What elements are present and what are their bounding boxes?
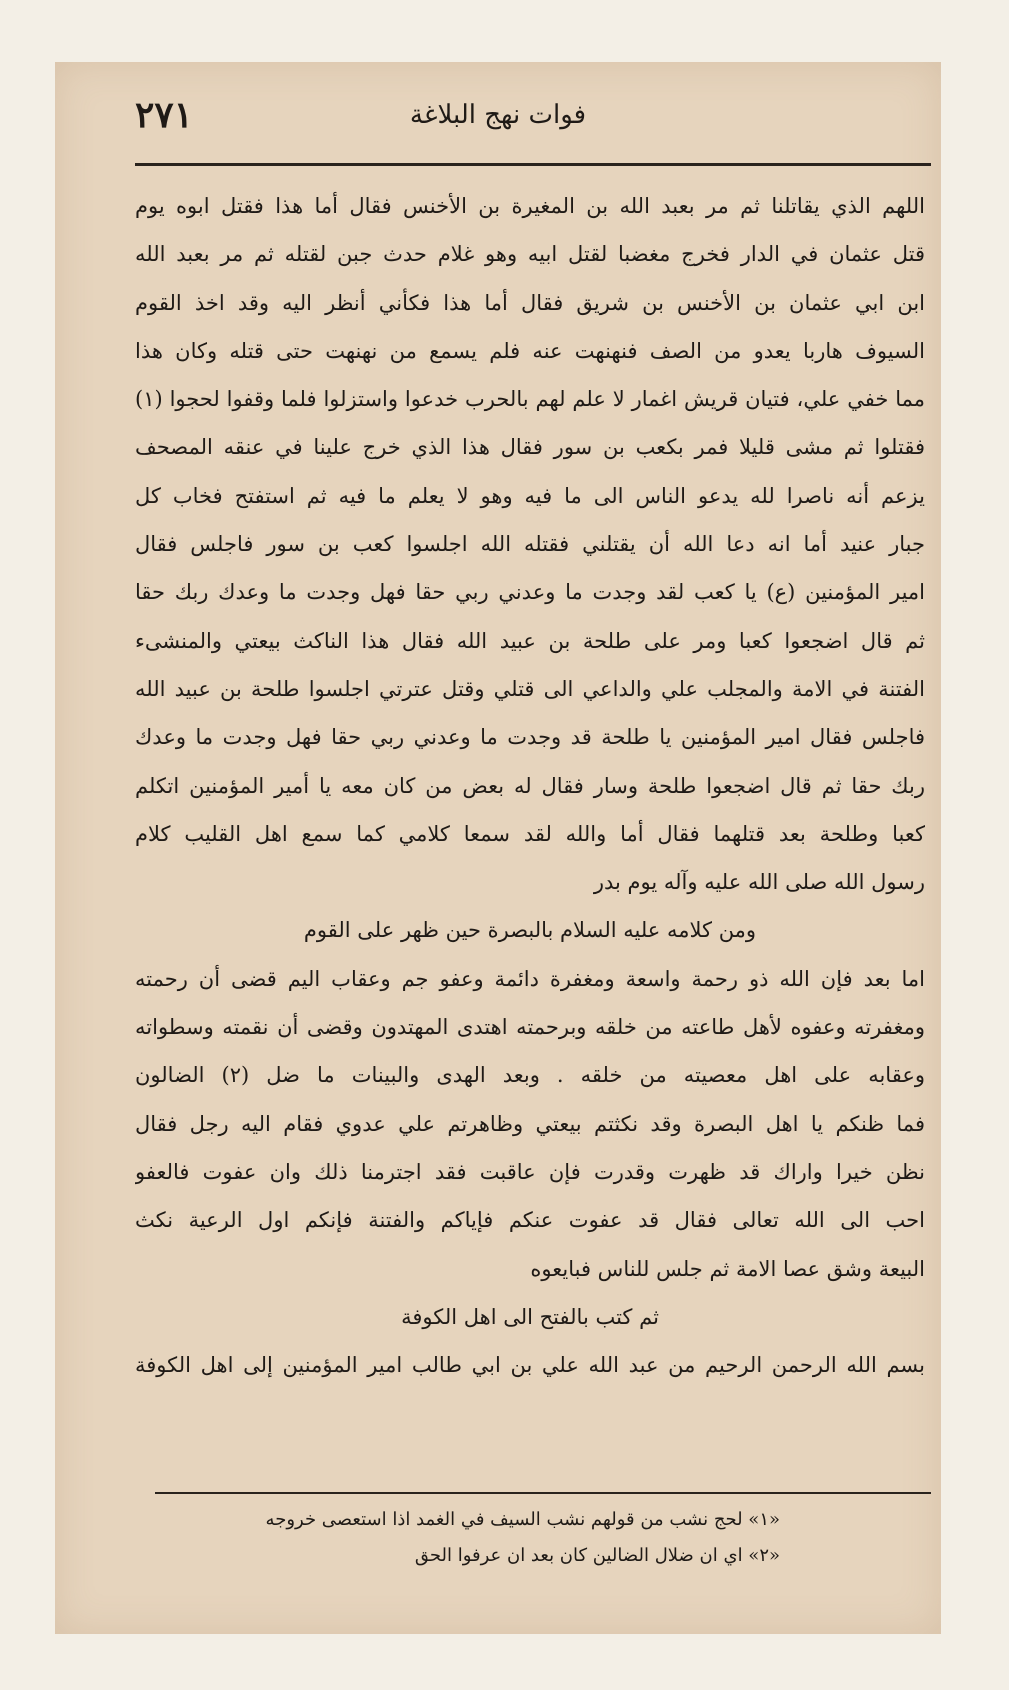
text-line: اللهم الذي يقاتلنا ثم مر بعبد الله بن المغيرة بن الأخنس فقال أما هذا فقتل ابوه يوم — [135, 194, 925, 218]
text-line: يزعم أنه ناصرا لله يدعو الناس الى ما فيه وهو لا يعلم ما فيه ثم استفتح فخاب كل — [135, 483, 925, 508]
book-page — [55, 62, 941, 1634]
text-line: امير المؤمنين (ع) يا كعب لقد وجدت ما وعدني ربي حقا فهل وجدت ما وعدك ربك حقا — [135, 580, 925, 605]
text-line: وعقابه على اهل معصيته من خلقه . وبعد الهدى والبينات ما ضل (٢) الضالون — [135, 1063, 925, 1088]
text-line: ثم قال اضجعوا كعبا ومر على طلحة بن عبيد الله فقال هذا الناكث بيعتي والمنشىء — [135, 628, 925, 653]
section-heading: ثم كتب بالفتح الى اهل الكوفة — [401, 1304, 659, 1329]
text-line: ابن ابي عثمان بن الأخنس بن شريق فقال أما هذا فكأني أنظر اليه وقد اخذ القوم — [135, 290, 925, 315]
text-line: فاجلس فقال امير المؤمنين يا طلحة قد وجدت ما وعدني ربي حقا فهل وجدت ما وعدك — [135, 725, 925, 750]
text-line: ربك حقا ثم قال اضجعوا طلحة وسار فقال له بعض من كان معه يا أمير المؤمنين اتكلم — [135, 773, 925, 798]
text-line: كعبا وطلحة بعد قتلهما فقال أما والله لقد سمعا كلامي كما سمع اهل القليب كلام — [135, 821, 925, 846]
text-line: البيعة وشق عصا الامة ثم جلس للناس فبايعوه — [530, 1256, 925, 1281]
text-line: قتل عثمان في الدار فخرج مغضبا لقتل ابيه وهو غلام حدث جبن لقتله ثم مر بعبد الله — [135, 242, 925, 267]
body-text — [135, 182, 925, 1389]
text-line: فقتلوا ثم مشى قليلا فمر بكعب بن سور فقال هذا الذي خرج علينا في عنقه المصحف — [135, 435, 925, 460]
text-line: ومغفرته وعفوه لأهل طاعته من خلقه وبرحمته اهتدى المهتدون وقضى أن نقمته وسطواته — [135, 1015, 925, 1040]
text-line: مما خفي علي، فتيان قريش اغمار لا علم لهم بالحرب خدعوا واستزلوا فلما وقفوا لحجوا (١) — [135, 387, 925, 412]
text-line: الفتنة في الامة والمجلب علي والداعي الى قتلي وقتل عترتي اجلسوا طلحة بن عبيد الله — [135, 676, 925, 701]
footnotes — [135, 1502, 925, 1574]
page-title: فوات نهج البلاغة — [409, 100, 587, 130]
text-line: نظن خيرا واراك قد ظهرت وقدرت فإن عاقبت فقد اجترمنا ذلك وان عفوت فالعفو — [135, 1159, 925, 1184]
text-line: بسم الله الرحمن الرحيم من عبد الله علي بن ابي طالب امير المؤمنين إلى اهل الكوفة — [135, 1353, 925, 1378]
header-rule — [135, 163, 931, 166]
footnote-rule — [155, 1492, 931, 1494]
footnote: «١» لحج نشب من قولهم نشب السيف في الغمد اذا استعصى خروجه — [265, 1509, 780, 1530]
text-line: رسول الله صلى الله عليه وآله يوم بدر — [593, 870, 925, 895]
page-number: ٢٧١ — [135, 94, 194, 136]
text-line: جبار عنيد أما انه دعا الله أن يقتلني فقتله الله اجلسوا كعب بن سور فاجلس فقال — [135, 532, 925, 557]
footnote: «٢» اي ان ضلال الضالين كان بعد ان عرفوا الحق — [414, 1545, 780, 1566]
text-line: السيوف هاربا يعدو من الصف فنهنهت عنه فلم يسمع من نهنهت حتى قتله وكان هذا — [135, 338, 925, 363]
text-line: فما ظنكم يا اهل البصرة وقد نكثتم بيعتي وظاهرتم علي عدوي فقام اليه رجل فقال — [135, 1111, 925, 1136]
running-head — [135, 94, 861, 144]
section-heading: ومن كلامه عليه السلام بالبصرة حين ظهر على القوم — [303, 918, 757, 943]
text-line: احب الى الله تعالى فقال قد عفوت عنكم فإياكم والفتنة فإنكم اول الرعية نكث — [135, 1208, 925, 1233]
text-line: اما بعد فإن الله ذو رحمة واسعة ومغفرة دائمة وعفو جم وعقاب اليم قضى أن رحمته — [135, 966, 925, 991]
